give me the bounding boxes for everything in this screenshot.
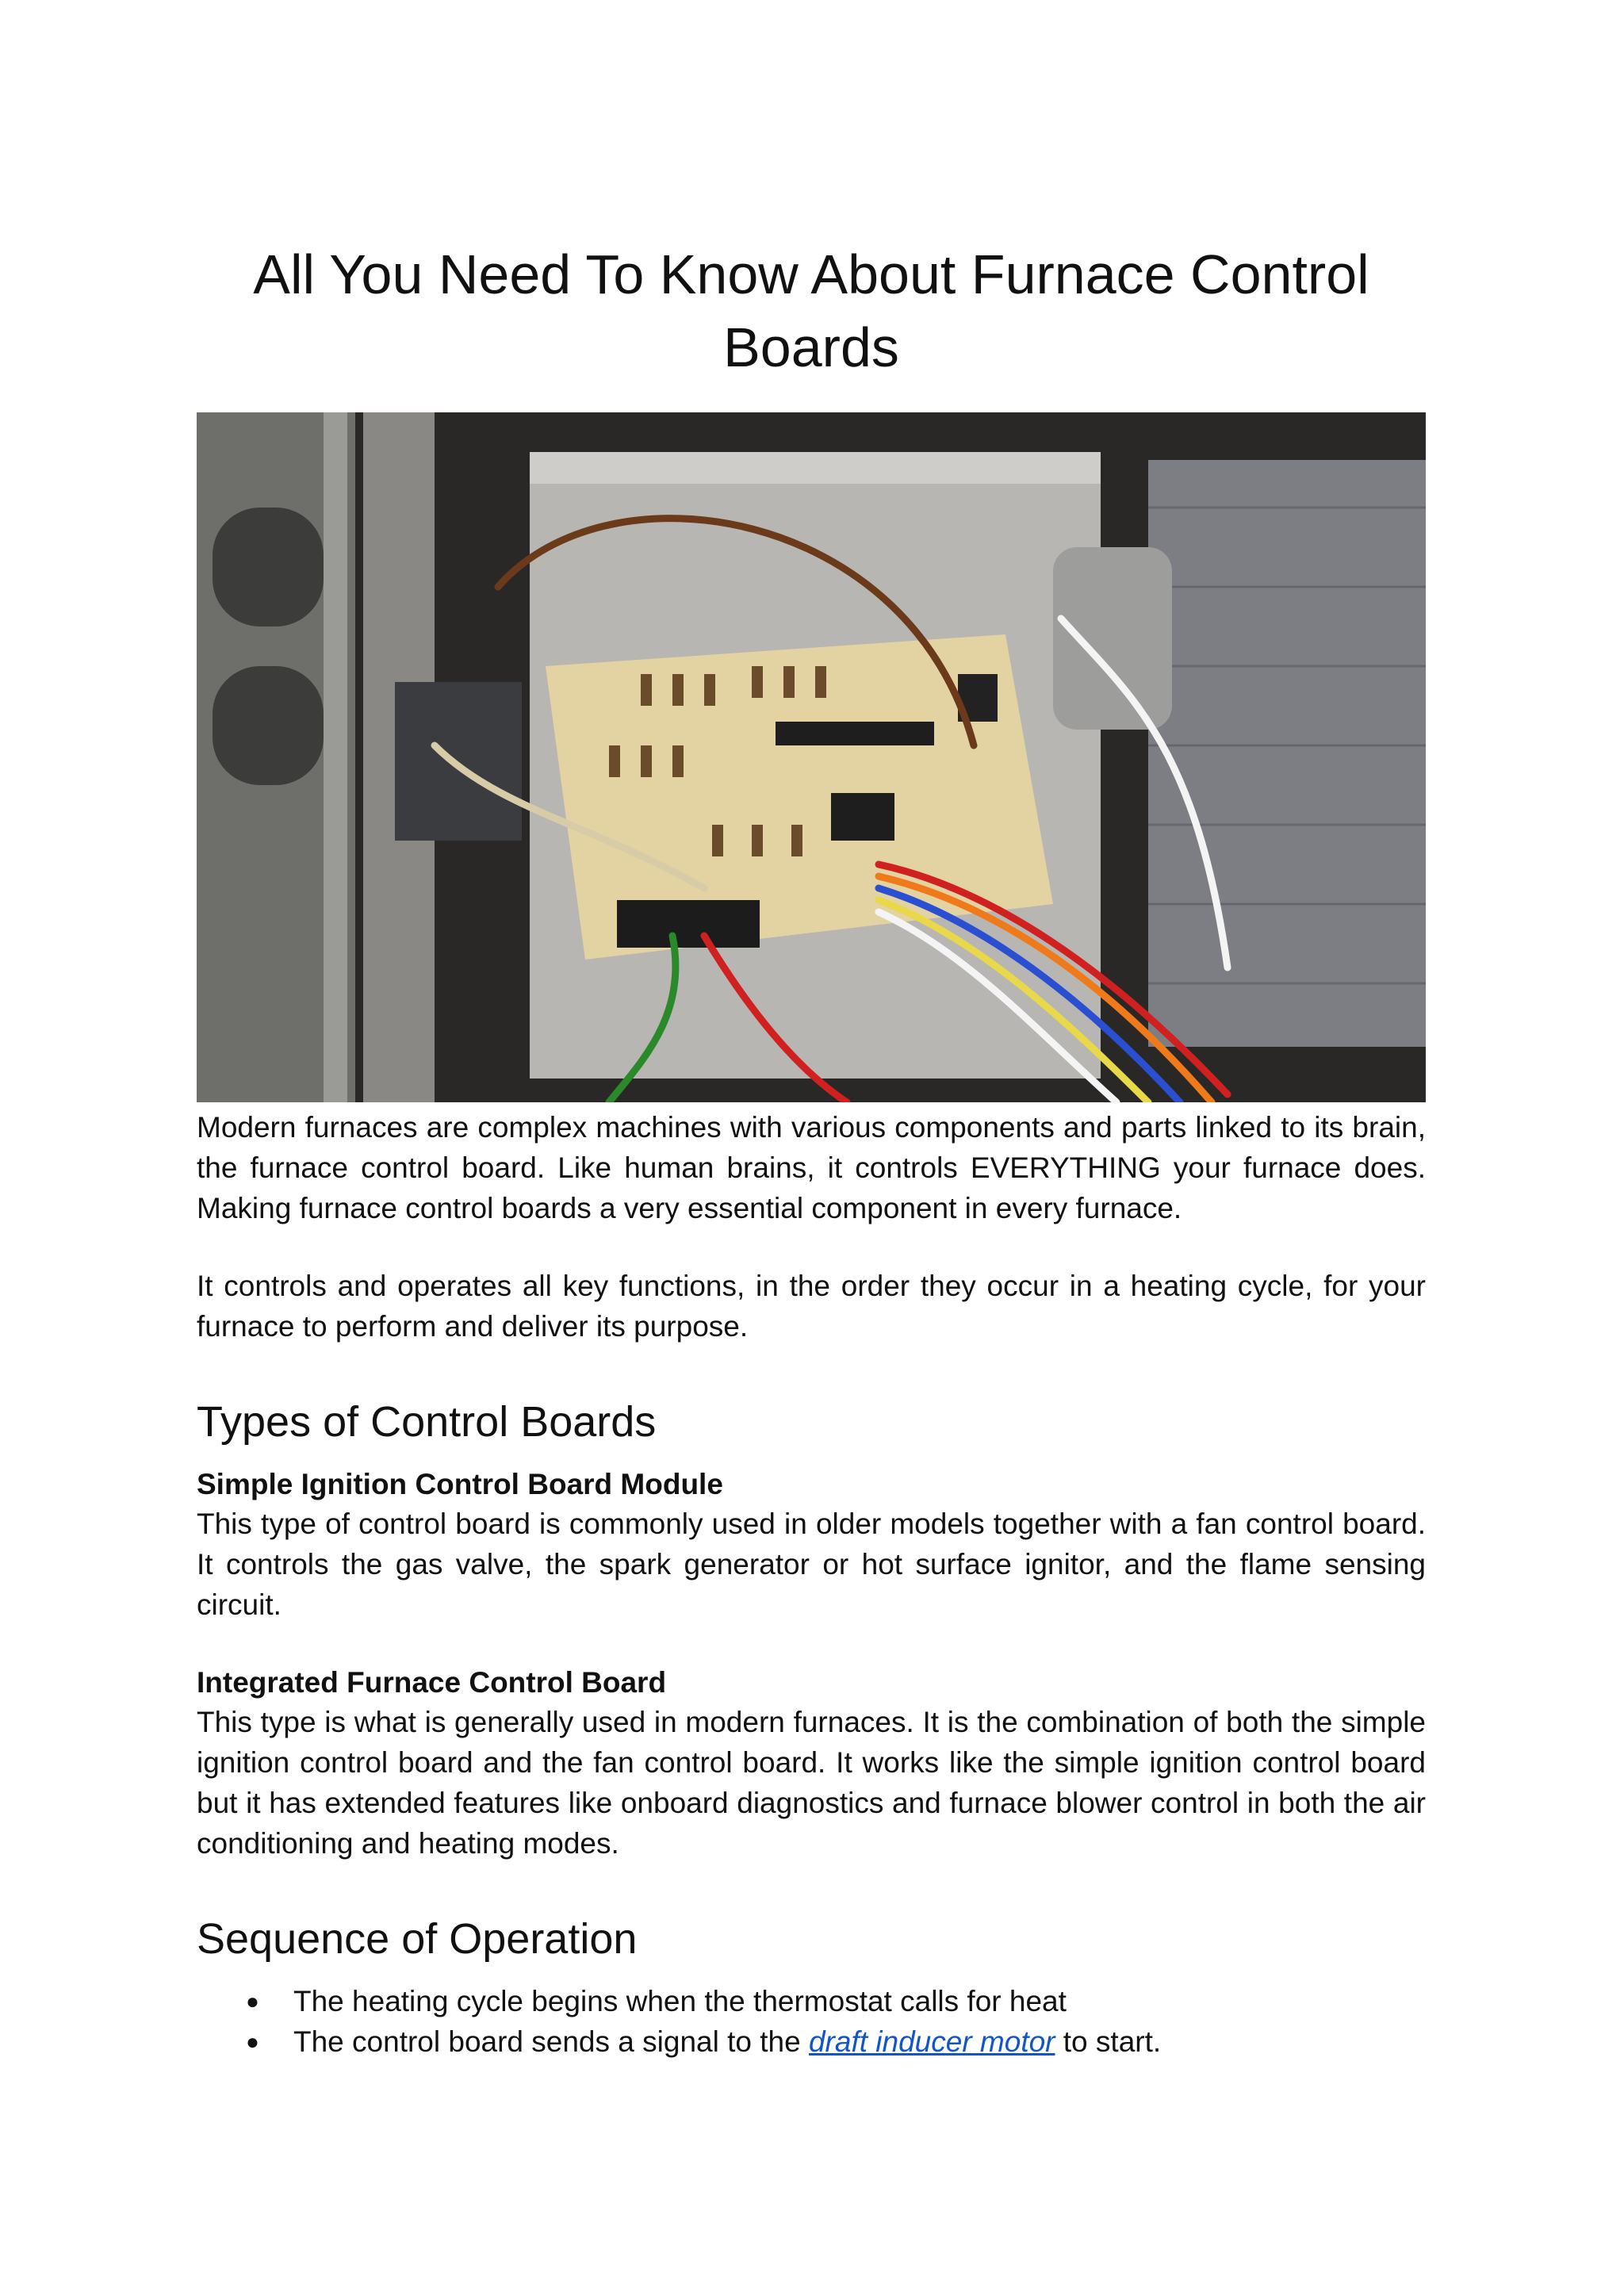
list-item (197, 2021, 1426, 2062)
list-item (197, 1981, 1426, 2021)
sequence-item-2-after: to start. (1055, 2025, 1162, 2058)
intro-paragraph-2: It controls and operates all key functions, in the order they occur in a heating cycle, for your furnace to perform and deliver its purpose. (197, 1270, 1426, 1343)
furnace-control-board-photo (197, 412, 1426, 1102)
simple-ignition-body: This type of control board is commonly used in older models together with a fan control board. It controls the gas valve, the spark generator or hot surface ignitor, and the flame sensing circuit. (197, 1508, 1426, 1621)
integrated-board-title: Integrated Furnace Control Board (197, 1666, 667, 1699)
page-title: All You Need To Know About Furnace Control Boards (253, 243, 1369, 378)
integrated-board-body: This type is what is generally used in modern furnaces. It is the combination of both the simple ignition control board and the fan control board. It works like the simple ignition control board but it has extended features like onboard diagnostics and furnace blower control in both the air conditioning and heating modes. (197, 1706, 1426, 1860)
sequence-heading: Sequence of Operation (197, 1915, 638, 1963)
bullet-icon: ● (246, 1989, 259, 2013)
draft-inducer-motor-link[interactable]: draft inducer motor (808, 2025, 1055, 2058)
bullet-icon: ● (246, 2029, 259, 2054)
sequence-item-2-before: The control board sends a signal to the (293, 2025, 809, 2058)
types-heading: Types of Control Boards (197, 1398, 657, 1446)
simple-ignition-title: Simple Ignition Control Board Module (197, 1468, 723, 1500)
sequence-list (197, 1981, 1426, 2062)
sequence-item-1-text: The heating cycle begins when the thermostat calls for heat (293, 1985, 1067, 2017)
intro-paragraph-1: Modern furnaces are complex machines with various components and parts linked to its brain, the furnace control board. Like human brains, it controls EVERYTHING your furnace does. Making furnace control boards a very essential component in every furnace. (197, 1111, 1426, 1224)
